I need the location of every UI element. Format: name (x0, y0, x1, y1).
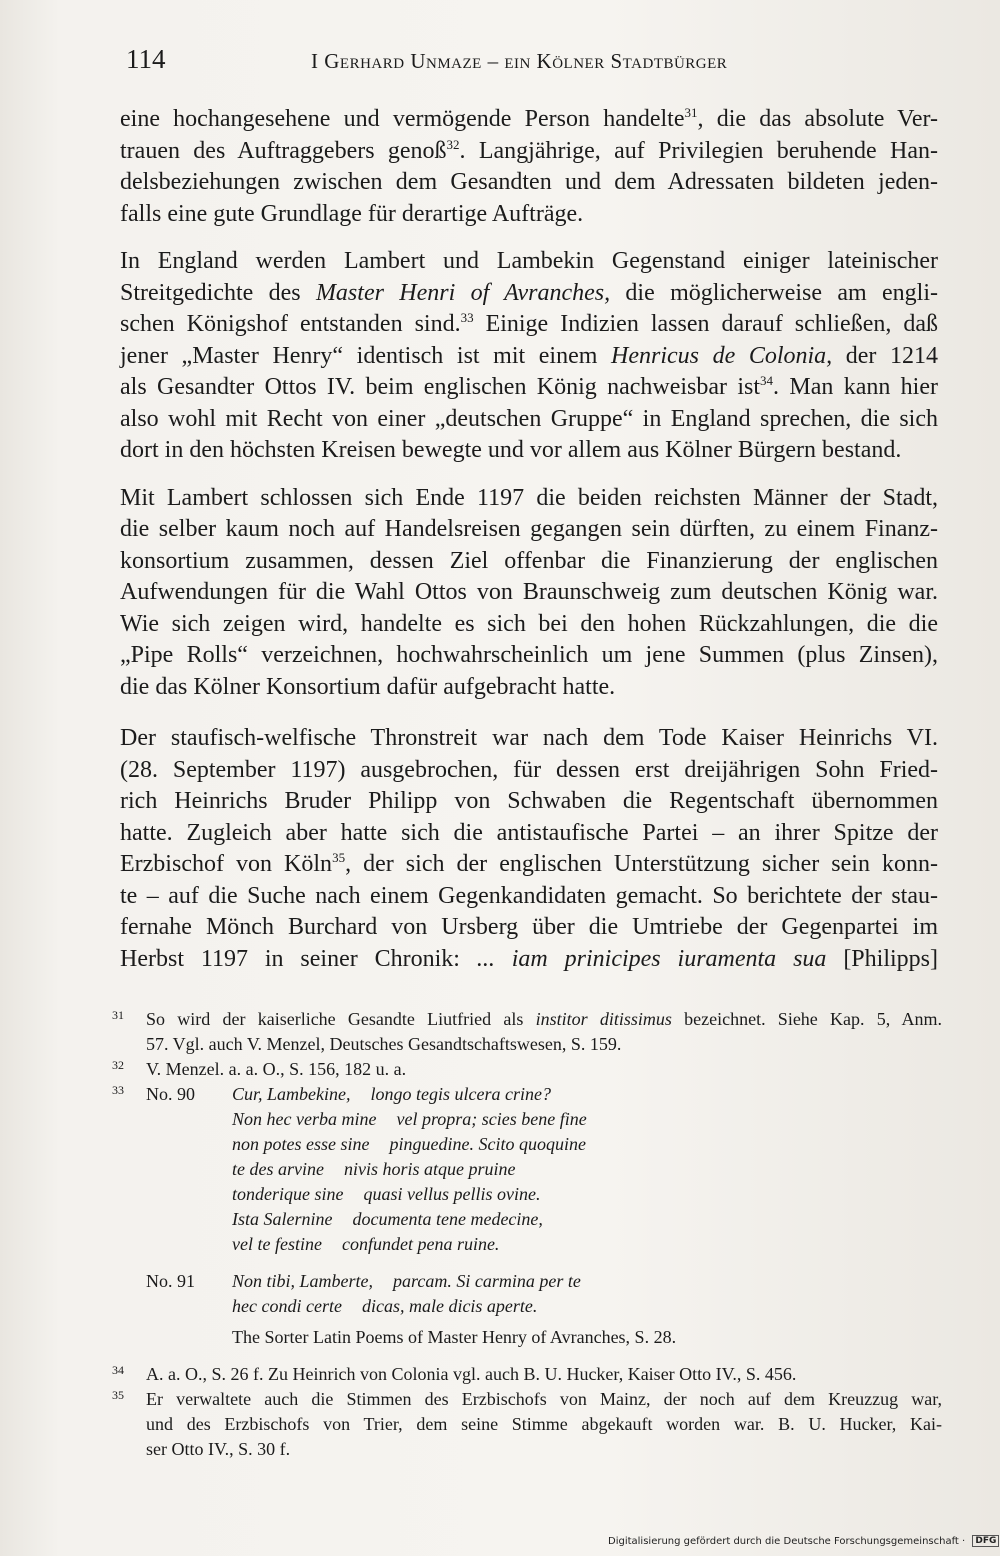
footnote-line: So wird der kaiserliche Gesandte Liutfried als institor ditissimus bezeichnet. Siehe Kap. 5, Anm. (146, 1009, 943, 1029)
footnotes (112, 1007, 942, 1462)
text-line: falls eine gute Grundlage für derartige Aufträge. (120, 200, 584, 227)
footnote-32 (112, 1057, 942, 1082)
poem-verse: non potes esse sine pinguedine. Scito quoquine (232, 1134, 586, 1154)
text-line: (28. September 1197) ausgebrochen, für dessen erst dreijährigen Sohn Fried- (120, 756, 938, 783)
page-header (118, 38, 940, 78)
text-line: die selber kaum noch auf Handelsreisen gegangen sein dürften, zu einem Finanz- (120, 516, 938, 542)
text-line: delsbeziehungen zwischen dem Gesandten und dem Adressaten bildeten jeden- (120, 169, 938, 195)
text-line: te – auf die Suche nach einem Gegenkandidaten gemacht. So berichtete der stau- (120, 882, 938, 909)
poem-90 (112, 1082, 942, 1257)
footnote-line: und des Erzbischofs von Trier, dem seine Stimme abgekauft worden war. B. U. Hucker, Kai- (146, 1414, 942, 1434)
footnote-ref: 31 (684, 105, 698, 120)
digitization-credit: Digitalisierung gefördert durch die Deutsche Forschungsgemeinschaft · DFG (608, 1535, 999, 1547)
running-title: I Gerhard Unmaze – ein Kölner Stadtbürger (311, 49, 728, 73)
footnote-number: 33 (112, 1083, 124, 1097)
text-line: Der staufisch-welfische Thronstreit war nach dem Tode Kaiser Heinrichs VI. (120, 725, 938, 751)
dfg-logo-icon: DFG (972, 1535, 999, 1547)
text-line: Herbst 1197 in seiner Chronik: ... iam prinicipes iuramenta sua [Philipps] (120, 945, 938, 972)
paragraph-4 (120, 723, 938, 975)
text-line: rich Heinrichs Bruder Philipp von Schwaben die Regentschaft übernommen (120, 788, 938, 814)
poem-verse: Ista Salernine documenta tene medecine, (232, 1209, 543, 1229)
poem-verse: te des arvine nivis horis atque pruine (232, 1159, 516, 1179)
text-line: konsortium zusammen, dessen Ziel offenbar die Finanzierung der englischen (120, 547, 938, 574)
text-line: Wie sich zeigen wird, handelte es sich bei den hohen Rückzahlungen, die die (120, 610, 938, 637)
poem-label-91: No. 91 (146, 1271, 195, 1291)
text-line: fernahe Mönch Burchard von Ursberg über die Umtriebe der Gegenpartei im (120, 914, 938, 940)
text-line: eine hochangesehene und vermögende Person handelte$^{31}$, die das absolute Ver- (120, 105, 939, 132)
text-line: Aufwendungen für die Wahl Ottos von Braunschweig zum deutschen König war. (120, 579, 938, 605)
paragraph-3 (120, 483, 938, 704)
poem-verse: Cur, Lambekine, longo tegis ulcera crine? (232, 1084, 551, 1104)
footnote-ref: 35 (332, 850, 346, 865)
poem-label-90: No. 90 (146, 1084, 195, 1104)
poem-91 (112, 1269, 942, 1319)
text-line: also wohl mit Recht von einer „deutschen Gruppe“ in England sprechen, die sich (120, 405, 938, 432)
text-line: als Gesandter Ottos IV. beim englischen König nachweisbar ist$^{34}$. Man kann hier (120, 373, 938, 400)
text-line: trauen des Auftraggebers genoß$^{32}$. Langjährige, auf Privilegien beruhende Han- (120, 136, 938, 164)
footnote-34 (112, 1362, 942, 1387)
footnote-number: 35 (112, 1388, 124, 1402)
footnote-text: V. Menzel. a. a. O., S. 156, 182 u. a. (146, 1059, 407, 1079)
footnote-number: 32 (112, 1058, 124, 1072)
text-line: schen Königshof entstanden sind.$^{33}$ Einige Indizien lassen darauf schließen, daß (120, 310, 938, 337)
text-line: die das Kölner Konsortium dafür aufgebracht hatte. (120, 673, 616, 700)
footnote-31 (112, 1007, 942, 1057)
footnote-line: 57. Vgl. auch V. Menzel, Deutsches Gesandtschaftswesen, S. 159. (146, 1034, 622, 1054)
text-line: In England werden Lambert und Lambekin Gegenstand einiger lateinischer (120, 248, 938, 274)
poem-verse: vel te festine confundet pena ruine. (232, 1234, 500, 1254)
footnote-text: A. a. O., S. 26 f. Zu Heinrich von Colonia vgl. auch B. U. Hucker, Kaiser Otto IV., S. 456. (146, 1364, 797, 1384)
text-line: Streitgedichte des Master Henri of Avranches, die möglicherweise am engli- (120, 279, 938, 306)
text-line: Mit Lambert schlossen sich Ende 1197 die beiden reichsten Männer der Stadt, (120, 484, 938, 511)
footnote-number: 34 (112, 1363, 124, 1377)
poem-verse: hec condi certe dicas, male dicis aperte. (232, 1296, 538, 1316)
poem-verse: Non tibi, Lamberte, parcam. Si carmina per te (232, 1271, 581, 1291)
poem-source: The Sorter Latin Poems of Master Henry of Avranches, S. 28. (232, 1327, 677, 1347)
poem-verse: tonderique sine quasi vellus pellis ovine. (232, 1184, 541, 1204)
footnote-number: 31 (112, 1008, 124, 1022)
main-text (120, 104, 938, 991)
poem-verse: Non hec verba mine vel propra; scies bene fine (232, 1109, 587, 1129)
poem-91-block (112, 1269, 942, 1319)
footnote-35 (112, 1387, 942, 1462)
page-number: 114 (126, 44, 166, 74)
footnote-line: ser Otto IV., S. 30 f. (146, 1439, 291, 1459)
footnote-33 (112, 1082, 942, 1257)
footnote-line: Er verwaltete auch die Stimmen des Erzbischofs von Mainz, der noch auf dem Kreuzzug war, (146, 1389, 942, 1409)
text-line: hatte. Zugleich aber hatte sich die antistaufische Partei – an ihrer Spitze der (120, 819, 938, 846)
footnote-ref: 33 (460, 310, 474, 325)
footnote-ref: 32 (446, 136, 460, 152)
text-line: jener „Master Henry“ identisch ist mit einem Henricus de Colonia, der 1214 (120, 342, 938, 369)
text-line: „Pipe Rolls“ verzeichnen, hochwahrscheinlich um jene Summen (plus Zinsen), (120, 642, 938, 668)
paragraph-1 (120, 104, 938, 230)
text-line: dort in den höchsten Kreisen bewegte und vor allem aus Kölner Bürgern bestand. (120, 437, 902, 463)
text-line: Erzbischof von Köln$^{35}$, der sich der englischen Unterstützung sicher sein konn- (120, 850, 938, 877)
paragraph-2 (120, 246, 938, 467)
footnote-ref: 34 (760, 373, 774, 388)
